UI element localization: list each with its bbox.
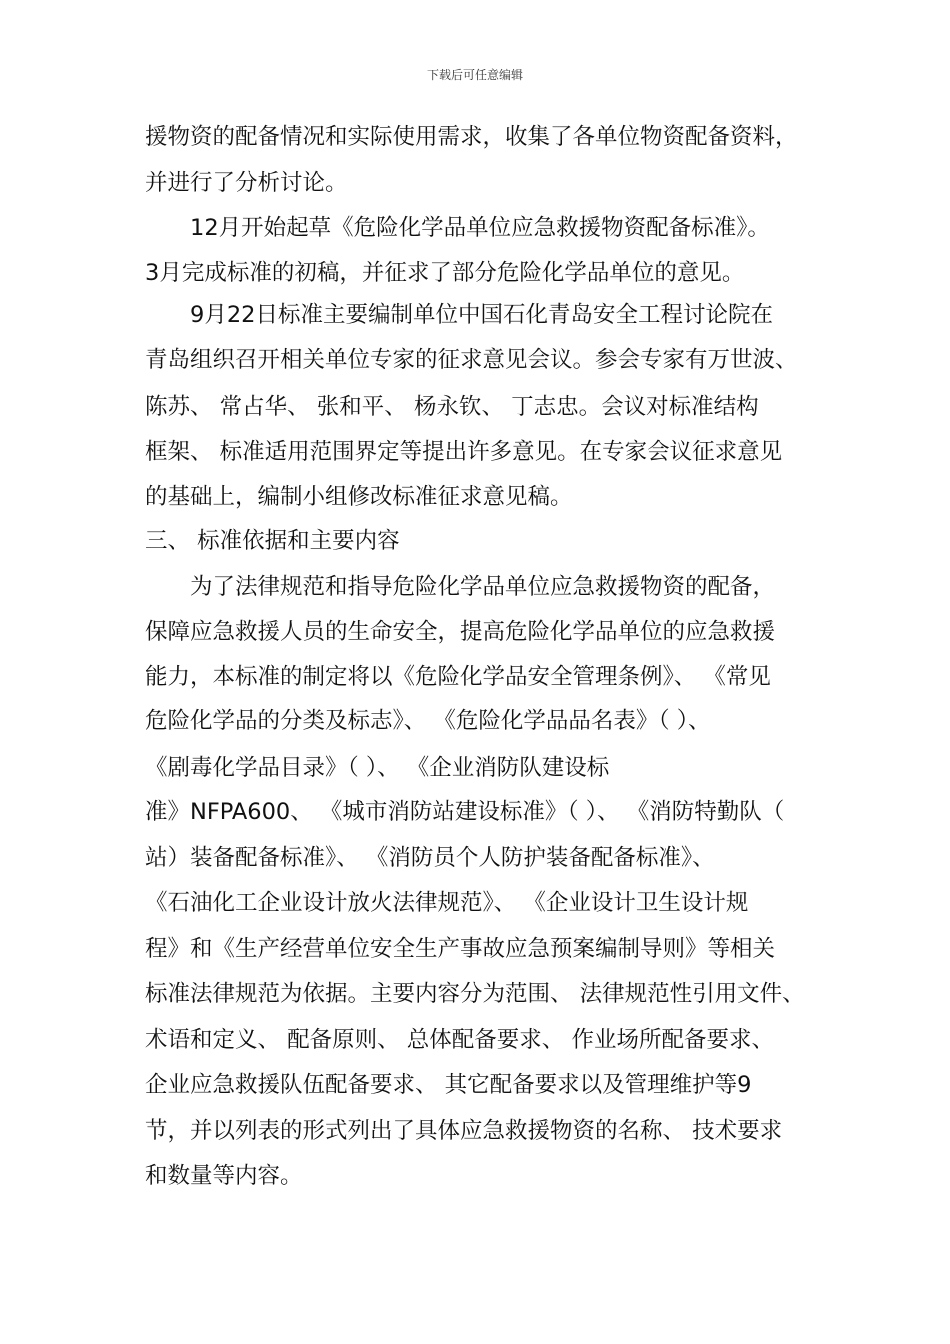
text-line: 12月开始起草《危险化学品单位应急救援物资配备标准》。	[190, 215, 770, 241]
text-line: 节，并以列表的形式列出了具体应急救援物资的名称、 技术要求	[145, 1118, 783, 1144]
text-line: 《剧毒化学品目录》（ ）、 《企业消防队建设标	[145, 755, 610, 781]
text-line: 站）装备配备标准》、 《消防员个人防护装备配备标准》、	[145, 845, 715, 871]
text-line: 标准法律规范为依据。主要内容分为范围、 法律规范性引用文件、	[145, 981, 805, 1007]
text-line: 能力，本标准的制定将以《危险化学品安全管理条例》、 《常见	[145, 664, 771, 690]
text-line: 危险化学品的分类及标志》、 《危险化学品品名表》（ ）、	[145, 708, 711, 734]
text-line: 援物资的配备情况和实际使用需求，收集了各单位物资配备资料，	[145, 124, 798, 150]
text-line: 框架、 标准适用范围界定等提出许多意见。在专家会议征求意见	[145, 439, 783, 465]
text-line: 术语和定义、 配备原则、 总体配备要求、 作业场所配备要求、	[145, 1027, 774, 1053]
text-line: 《石油化工企业设计放火法律规范》、 《企业设计卫生设计规	[145, 890, 749, 916]
text-line: 为了法律规范和指导危险化学品单位应急救援物资的配备，	[190, 574, 776, 600]
text-line: 9月22日标准主要编制单位中国石化青岛安全工程讨论院在	[190, 302, 773, 328]
text-line: 陈苏、 常占华、 张和平、 杨永钦、 丁志忠。会议对标准结构	[145, 394, 759, 420]
text-line: 准》NFPA600、 《城市消防站建设标准》（ ）、 《消防特勤队（	[145, 799, 785, 825]
text-line: 保障应急救援人员的生命安全，提高危险化学品单位的应急救援	[145, 619, 776, 645]
text-line: 3月完成标准的初稿，并征求了部分危险化学品单位的意见。	[145, 260, 745, 286]
text-line: 程》和《生产经营单位安全生产事故应急预案编制导则》等相关	[145, 936, 776, 962]
section-heading: 三、 标准依据和主要内容	[145, 528, 400, 554]
text-line: 青岛组织召开相关单位专家的征求意见会议。参会专家有万世波、	[145, 347, 798, 373]
text-line: 的基础上，编制小组修改标准征求意见稿。	[145, 484, 573, 510]
page-header: 下载后可任意编辑	[426, 68, 523, 82]
text-line: 企业应急救援队伍配备要求、 其它配备要求以及管理维护等9	[145, 1072, 752, 1098]
text-line: 并进行了分析讨论。	[145, 170, 348, 196]
text-line: 和数量等内容。	[145, 1163, 303, 1189]
